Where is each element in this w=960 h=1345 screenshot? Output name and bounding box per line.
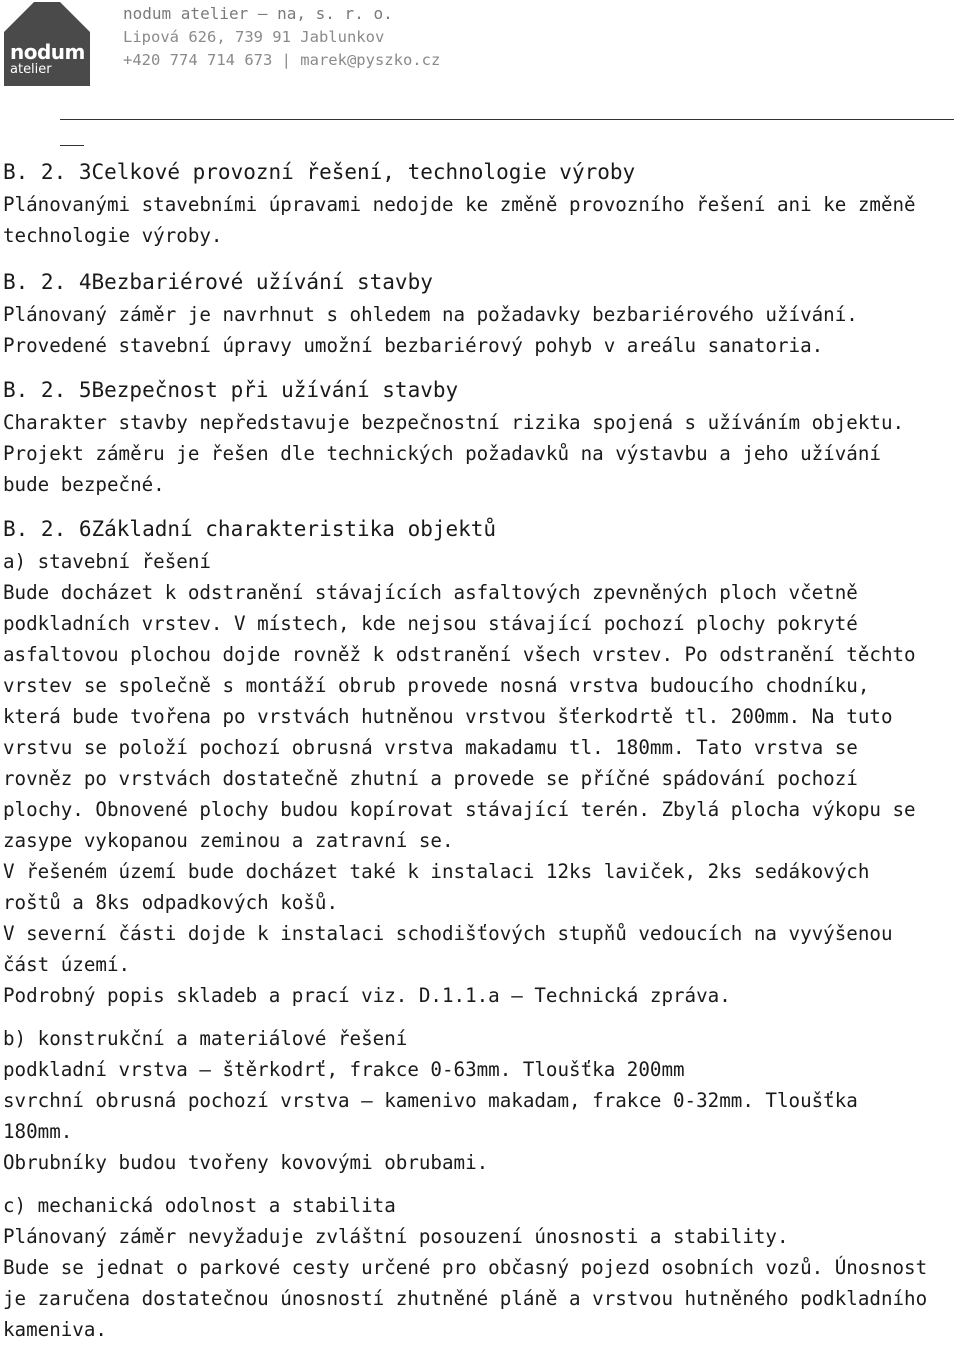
paragraph-line: zasype vykopanou zeminou a zatravní se. xyxy=(3,829,454,852)
paragraph-line: V řešeném území bude docházet také k instalaci 12ks laviček, 2ks sedákových xyxy=(3,860,870,883)
section-heading-b24: B. 2. 4Bezbariérové užívání stavby xyxy=(3,270,433,294)
paragraph-line: plochy. Obnovené plochy budou kopírovat stávající terén. Zbylá plocha výkopu se xyxy=(3,798,916,821)
paragraph-line: Provedené stavební úpravy umožní bezbariérový pohyb v areálu sanatoria. xyxy=(3,334,824,357)
subsection-title-a: a) stavební řešení xyxy=(3,550,211,573)
subsection-title-c: c) mechanická odolnost a stabilita xyxy=(3,1194,396,1217)
paragraph-line: Charakter stavby nepředstavuje bezpečnostní rizika spojená s užíváním objektu. xyxy=(3,411,905,434)
logo-notch-left xyxy=(4,2,34,32)
logo-notch-right xyxy=(60,2,90,32)
paragraph-line: část území. xyxy=(3,953,131,976)
paragraph-line: Bude docházet k odstranění stávajících asfaltových zpevněných ploch včetně xyxy=(3,581,858,604)
paragraph-line: Plánovanými stavebními úpravami nedojde ke změně provozního řešení ani ke změně xyxy=(3,193,916,216)
paragraph-line: vrstvu se položí pochozí obrusná vrstva makadamu tl. 180mm. Tato vrstva se xyxy=(3,736,858,759)
header-rule-short xyxy=(60,145,84,146)
paragraph-line: Podrobný popis skladeb a prací viz. D.1.1.a – Technická zpráva. xyxy=(3,984,731,1007)
company-contact: +420 774 714 673 | marek@pyszko.cz xyxy=(123,51,441,69)
subsection-title-b: b) konstrukční a materiálové řešení xyxy=(3,1027,408,1050)
paragraph-line: Plánovaný záměr je navrhnut s ohledem na požadavky bezbariérového užívání. xyxy=(3,303,858,326)
header-rule xyxy=(60,119,954,120)
paragraph-line: V severní části dojde k instalaci schodišťových stupňů vedoucích na vyvýšenou xyxy=(3,922,893,945)
company-info xyxy=(123,2,440,73)
paragraph-line: vrstev se společně s montáží obrub provede nosná vrstva budoucího chodníku, xyxy=(3,674,870,697)
paragraph-line: technologie výroby. xyxy=(3,224,223,247)
paragraph-line: rovněz po vrstvách dostatečně zhutní a provede se příčné spádování pochozí xyxy=(3,767,858,790)
logo-text-line1: nodum xyxy=(10,40,85,64)
paragraph-line: Plánovaný záměr nevyžaduje zvláštní posouzení únosnosti a stability. xyxy=(3,1225,789,1248)
document-body xyxy=(3,155,959,1345)
letterhead xyxy=(0,0,960,100)
company-address: Lipová 626, 739 91 Jablunkov xyxy=(123,27,385,46)
paragraph-line: svrchní obrusná pochozí vrstva – kamenivo makadam, frakce 0-32mm. Tloušťka xyxy=(3,1089,858,1112)
paragraph-line: kameniva. xyxy=(3,1318,107,1341)
section-heading-b25: B. 2. 5Bezpečnost při užívání stavby xyxy=(3,378,459,402)
logo-text-line2: atelier xyxy=(10,62,52,77)
company-logo xyxy=(4,2,90,86)
paragraph-line: podkladní vrstva – štěrkodrť, frakce 0-63mm. Tloušťka 200mm xyxy=(3,1058,685,1081)
paragraph-line: Bude se jednat o parkové cesty určené pro občasný pojezd osobních vozů. Únosnost xyxy=(3,1256,928,1279)
paragraph-line: podkladních vrstev. V místech, kde nejsou stávající pochozí plochy pokryté xyxy=(3,612,858,635)
paragraph-line: roštů a 8ks odpadkových košů. xyxy=(3,891,339,914)
company-name: nodum atelier – na, s. r. o. xyxy=(123,4,393,23)
section-heading-b23: B. 2. 3Celkové provozní řešení, technologie výroby xyxy=(3,160,636,184)
section-heading-b26: B. 2. 6Základní charakteristika objektů xyxy=(3,517,497,541)
paragraph-line: je zaručena dostatečnou únosností zhutněné pláně a vrstvou hutněného podkladního xyxy=(3,1287,928,1310)
paragraph-line: 180mm. xyxy=(3,1120,73,1143)
paragraph-line: asfaltovou plochou dojde rovněž k odstranění všech vrstev. Po odstranění těchto xyxy=(3,643,916,666)
paragraph-line: Projekt záměru je řešen dle technických požadavků na výstavbu a jeho užívání xyxy=(3,442,881,465)
paragraph-line: která bude tvořena po vrstvách hutněnou vrstvou šťerkodrtě tl. 200mm. Na tuto xyxy=(3,705,893,728)
paragraph-line: bude bezpečné. xyxy=(3,473,165,496)
paragraph-line: Obrubníky budou tvořeny kovovými obrubami. xyxy=(3,1151,489,1174)
